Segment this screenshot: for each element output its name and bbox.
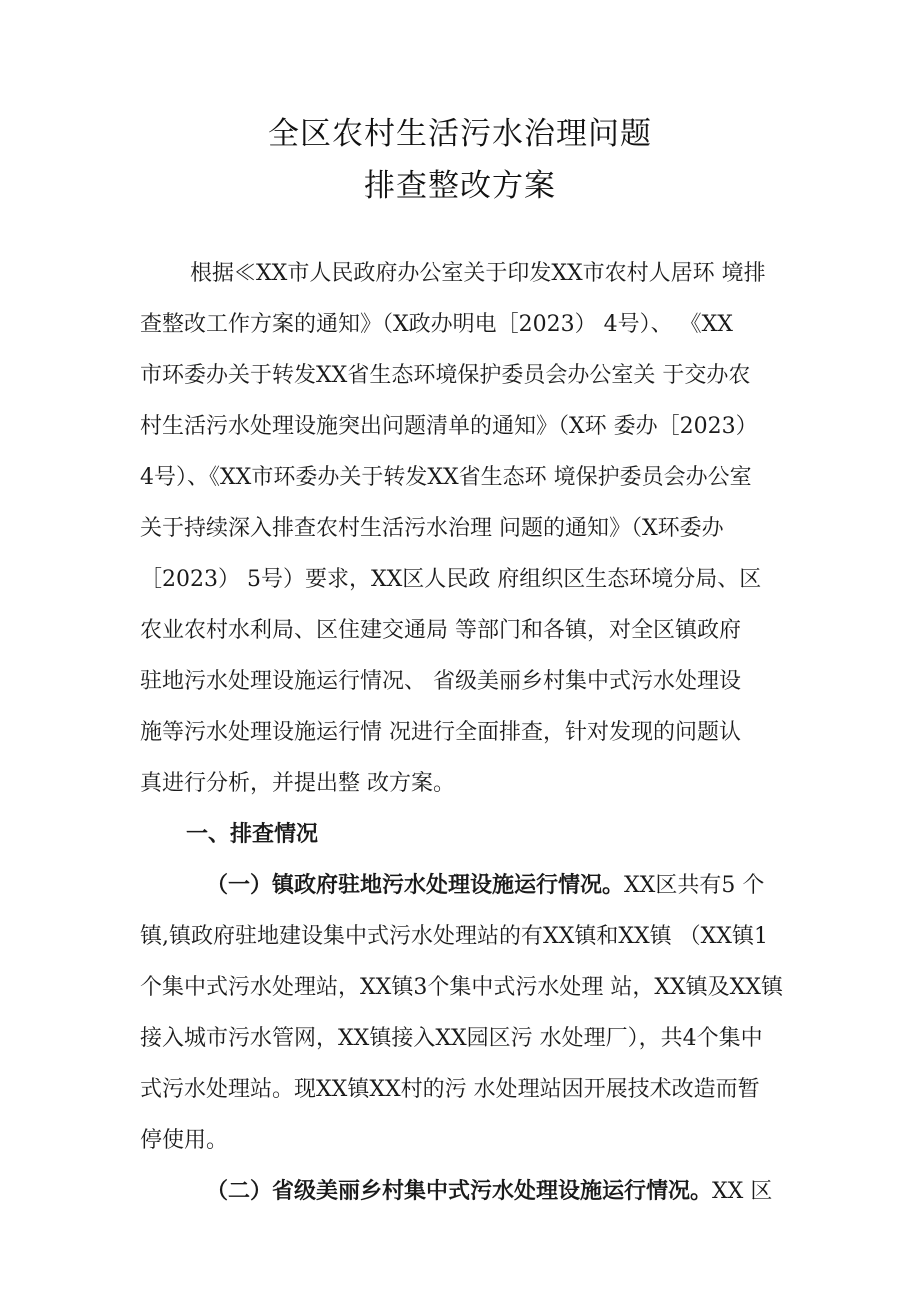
intro-line: 驻地污水处理设施运行情况、 省级美丽乡村集中式污水处理设 bbox=[140, 669, 741, 694]
sub-section-1-first-text: XX区共有5 个 bbox=[624, 873, 765, 898]
intro-line: 4号）、《XX市环委办关于转发XX省生态环 境保护委员会办公室 bbox=[140, 465, 752, 490]
sub-section-1-line: 式污水处理站。现XX镇XX村的污 水处理站因开展技术改造而暂 bbox=[140, 1077, 760, 1102]
sub-section-1-line: 接入城市污水管网，XX镇接入XX园区污 水处理厂），共4个集中 bbox=[140, 1026, 763, 1051]
intro-line: 农业农村水利局、区住建交通局 等部门和各镇，对全区镇政府 bbox=[140, 618, 741, 643]
intro-line: 施等污水处理设施运行情 况进行全面排查，针对发现的问题认 bbox=[140, 720, 741, 745]
sub-section-2-first-text: XX 区 bbox=[712, 1179, 773, 1204]
section-heading-1: 一、排查情况 bbox=[186, 822, 319, 847]
sub-section-1-first-line bbox=[206, 871, 764, 901]
sub-section-1-heading: （一）镇政府驻地污水处理设施运行情况。 bbox=[206, 873, 625, 898]
intro-line: 村生活污水处理设施突出问题清单的通知》（X环 委办［2023） bbox=[140, 414, 758, 439]
sub-section-2-heading: （二）省级美丽乡村集中式污水处理设施运行情况。 bbox=[206, 1179, 713, 1204]
intro-line: 市环委办关于转发XX省生态环境保护委员会办公室关 于交办农 bbox=[140, 363, 751, 388]
sub-section-2-first-line bbox=[206, 1177, 772, 1207]
intro-line: ［2023） 5号）要求，XX区人民政 府组织区生态环境分局、区 bbox=[140, 567, 762, 592]
sub-section-1-line: 镇,镇政府驻地建设集中式污水处理站的有XX镇和XX镇 （XX镇1 bbox=[140, 924, 768, 949]
document-title-line-1: 全区农村生活污水治理问题 bbox=[268, 116, 652, 152]
intro-line: 根据≪XX市人民政府办公室关于印发XX市农村人居环 境排 bbox=[190, 261, 766, 286]
intro-line: 真进行分析，并提出整 改方案。 bbox=[140, 771, 455, 796]
document-title-line-2: 排查整改方案 bbox=[364, 168, 556, 204]
sub-section-1-line: 停使用。 bbox=[140, 1128, 229, 1153]
intro-line: 查整改工作方案的通知》（X政办明电［2023） 4号）、 《XX bbox=[140, 312, 733, 337]
intro-line: 关于持续深入排查农村生活污水治理 问题的通知》（X环委办 bbox=[140, 516, 724, 541]
sub-section-1-line: 个集中式污水处理站，XX镇3个集中式污水处理 站，XX镇及XX镇 bbox=[140, 975, 783, 1000]
